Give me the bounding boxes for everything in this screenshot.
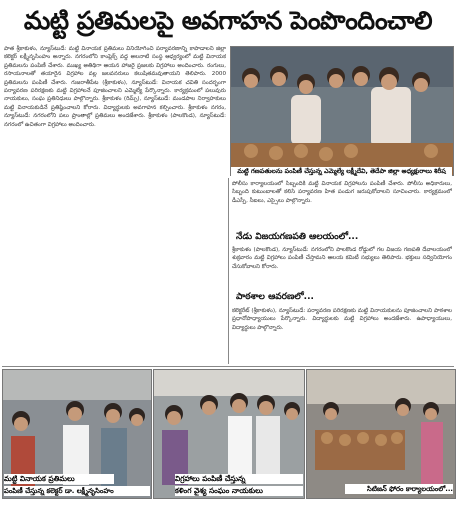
bottom-left-caption-line1: మట్టి వినాయక ప్రతిమలు xyxy=(4,474,114,484)
photo-row-divider xyxy=(2,366,454,367)
bottom-right-photo xyxy=(306,369,456,499)
article-column-left: పాత శ్రీకాకుళం, న్యూస్‌టుడే: మట్టి వినాయక ప్రతిమలు వినియోగించి పర్యావరణాన్ని కాపాడాలని జిల్లా కలెక్టర్ లక్ష్మీనృసింహం అన్నారు. నగరంలోని కాంప్లెక్స్ వద్ద అలనాటి సంస్థ ఆధ్వర్యంలో మట్టి వినాయక ప్రతిమలను పంపిణీ చేశారు. ముఖ్య అతిథిగా ఆయన హాజరై ప్రజలకు విగ్రహాలు అందించారు. రంగులు, రసాయనాలతో తయారైన విగ్రహాల వల్ల జలవనరులు కలుషితమవుతాయని తెలిపారు. 2000 ప్రతిమలను పంపిణీ చేశారు. గుజరాతీపేట (శ్రీకాకుళం), న్యూస్‌టుడే: వినాయక చవితి సందర్భంగా పర్యావరణ పరిరక్షణకు మట్టి విగ్రహాలనే పూజించాలని ఎమ్మెల్యే పేర్కొన్నారు. కార్యక్రమంలో పలువురు నాయకులు, సంఘ ప్రతినిధులు పాల్గొన్నారు. శ్రీకాకుళం (రిమ్స్), న్యూస్‌టుడే: మండపాల నిర్వాహకులు మట్టి వినాయకుడినే ప్రతిష్ఠించాలని కోరారు. విద్యార్థులకు అవగాహన కల్పించారు. శ్రీకాకుళం నగరం, న్యూస్‌టుడే: నగరంలోని పలు ప్రాంతాల్లో ప్రతిమలు అందజేశారు. శ్రీకాకుళం (పాలకొండ), న్యూస్‌టుడే: నగరంలో ఉచితంగా విగ్రహాలు అందించారు. xyxy=(4,46,226,128)
top-photo-distribution xyxy=(230,46,454,176)
article-column-right-1: పోలీసు కార్యాలయంలో సిబ్బందికి మట్టి వినాయక విగ్రహాలను పంపిణీ చేశారు. పోలీసు అధికారులు, సిబ్బంది కుటుంబాలతో కలిసి పర్యావరణ హిత పండుగ జరుపుకోవాలని సూచించారు. కార్యక్రమంలో డీఎస్పీ, సీఐలు, ఎస్సైలు పాల్గొన్నారు. xyxy=(232,181,452,204)
bottom-middle-caption-line2: కళింగ వైశ్య సంఘం నాయకులు xyxy=(175,486,303,496)
bottom-left-caption-line2: పంపిణీ చేస్తున్న కలెక్టర్ డా. లక్ష్మీనృసింహం xyxy=(4,486,150,496)
bottom-middle-caption-line1: విగ్రహాలు పంపిణీ చేస్తున్న xyxy=(175,474,303,484)
article-column-right-2: శ్రీకాకుళం (పాలకొండ), న్యూస్‌టుడే: నగరంలోని పాలకొండ రోడ్డులో గల విజయ గణపతి దేవాలయంలో శుక్రవారం మట్టి విగ్రహాలు పంపిణీ చేస్తామని ఆలయ కమిటీ సభ్యులు తెలిపారు. భక్తులు సద్వినియోగం చేసుకోవాలని కోరారు. xyxy=(232,247,452,270)
column-divider xyxy=(228,178,229,364)
top-photo-caption: మట్టి గణపతులను పంపిణీ చేస్తున్న ఎమ్మెల్యే లక్ష్మీదేవి, తెదేపా జిల్లా అధ్యక్షురాలు శిరీష xyxy=(231,167,452,177)
subheading-vijaya-ganapathi: నేడు విజయగణపతి ఆలయంలో... xyxy=(236,232,359,242)
bottom-right-caption: సిటిజన్ ఫోరం కార్యాలయంలో... xyxy=(345,484,453,494)
subheading-school: పాఠశాల ఆవరణలో... xyxy=(236,292,314,302)
article-column-right-3: కలెక్టరేట్ (శ్రీకాకుళం), న్యూస్‌టుడే: పర్యావరణ పరిరక్షణకు మట్టి వినాయకులను పూజించాలని పాఠశాల ప్రధానోపాధ్యాయులు పేర్కొన్నారు. విద్యార్థులకు మట్టి విగ్రహాలు అందజేశారు. ఉపాధ్యాయులు, విద్యార్థులు పాల్గొన్నారు. xyxy=(232,308,452,331)
page-headline: మట్టి ప్రతిమలపై అవగాహన పెంపొందించాలి xyxy=(23,6,433,35)
